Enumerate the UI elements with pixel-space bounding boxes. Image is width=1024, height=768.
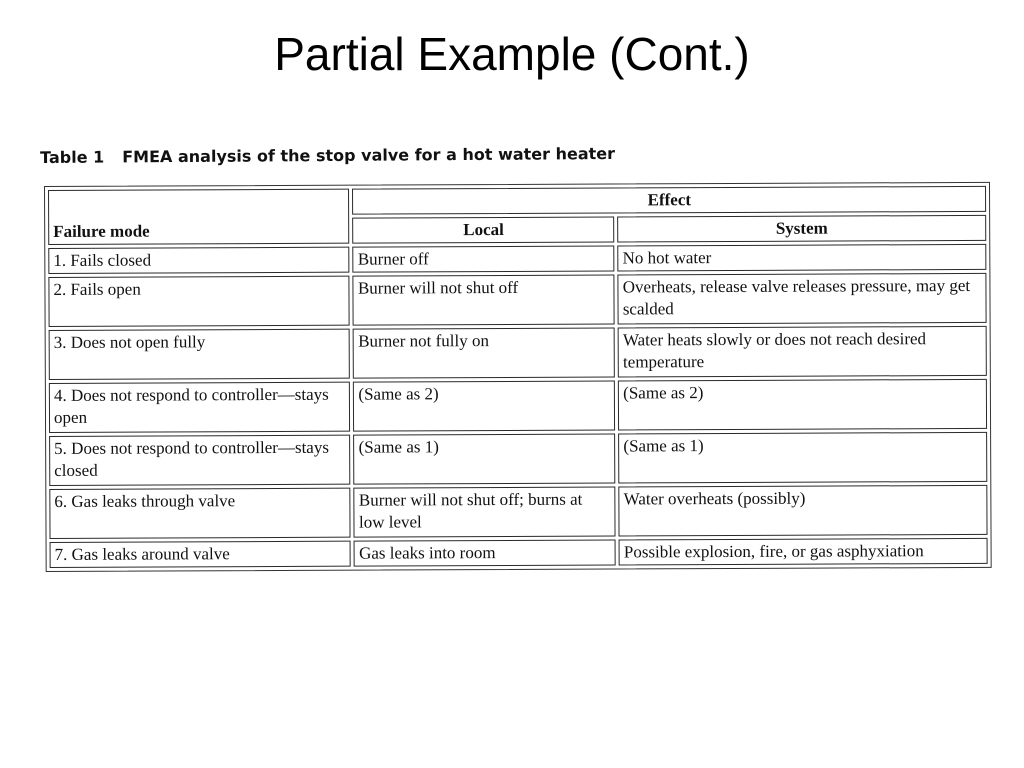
table-row (48, 273, 986, 327)
table-row (48, 244, 986, 274)
table-caption-label: Table 1 (40, 147, 105, 167)
system-effect-cell: (Same as 2) (618, 379, 987, 431)
failure-mode-cell: 5. Does not respond to controller—stays closed (49, 435, 351, 486)
failure-mode-cell: 1. Fails closed (48, 247, 350, 274)
local-effect-cell: Burner off (353, 246, 615, 273)
failure-mode-cell: 7. Gas leaks around valve (50, 541, 352, 568)
failure-mode-cell: 3. Does not open fully (49, 329, 351, 380)
table-caption (40, 144, 615, 167)
local-effect-cell: (Same as 1) (354, 434, 616, 485)
local-effect-cell: (Same as 2) (353, 381, 615, 432)
table-header-row (48, 186, 986, 216)
system-header: System (617, 215, 986, 243)
table-row (50, 538, 988, 568)
local-header: Local (353, 217, 615, 244)
fmea-table (44, 182, 992, 572)
system-effect-cell: Possible explosion, fire, or gas asphyxiation (619, 538, 988, 566)
system-effect-cell: Water heats slowly or does not reach desired temperature (618, 326, 987, 378)
effect-header: Effect (352, 186, 986, 215)
failure-mode-cell: 4. Does not respond to controller—stays open (49, 382, 351, 433)
table-row (49, 379, 987, 433)
failure-mode-header: Failure mode (48, 189, 350, 245)
local-effect-cell: Burner will not shut off (353, 275, 615, 326)
system-effect-cell: Water overheats (possibly) (619, 485, 988, 537)
local-effect-cell: Burner not fully on (353, 328, 615, 379)
table-caption-text: FMEA analysis of the stop valve for a hot water heater (122, 143, 616, 167)
system-effect-cell: (Same as 1) (618, 432, 987, 484)
table-row (49, 485, 987, 539)
local-effect-cell: Gas leaks into room (354, 540, 616, 567)
slide-title: Partial Example (Cont.) (274, 28, 750, 80)
local-effect-cell: Burner will not shut off; burns at low level (354, 487, 616, 538)
table-row (49, 432, 987, 486)
failure-mode-cell: 2. Fails open (48, 276, 350, 327)
system-effect-cell: No hot water (618, 244, 987, 272)
table-row (49, 326, 987, 380)
failure-mode-cell: 6. Gas leaks through valve (49, 488, 351, 539)
system-effect-cell: Overheats, release valve releases pressure, may get scalded (618, 273, 987, 325)
